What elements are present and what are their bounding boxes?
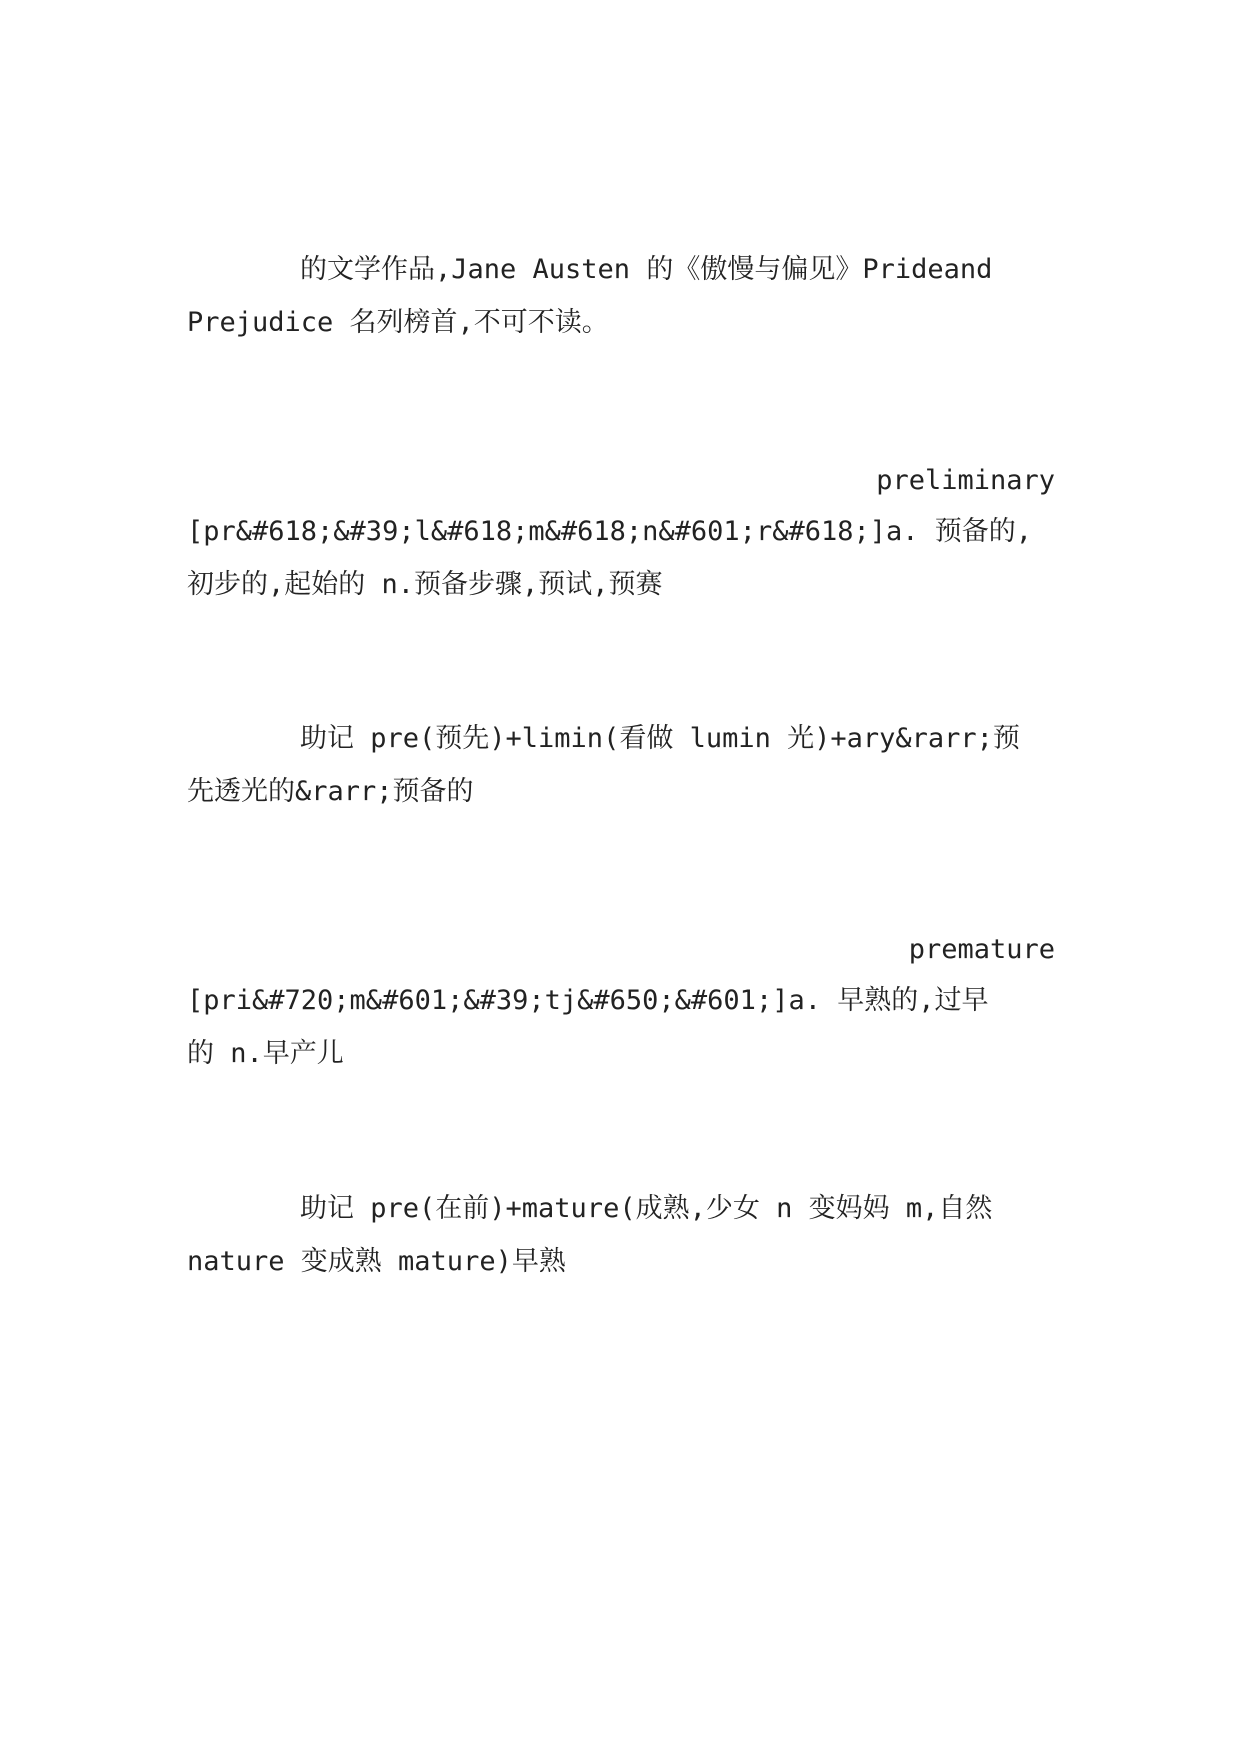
headword-preliminary: preliminary — [876, 465, 1055, 496]
paragraph-5-line-1: 助记 pre(在前)+mature(成熟,少女 n 变妈妈 m,自然 — [300, 1193, 993, 1224]
paragraph-1-line-2: Prejudice 名列榜首,不可不读。 — [187, 307, 609, 338]
headword-premature: premature — [908, 934, 1055, 965]
paragraph-2-line-3: 初步的,起始的 n.预备步骤,预试,预赛 — [187, 569, 663, 600]
paragraph-3-line-2: 先透光的&rarr;预备的 — [187, 776, 474, 807]
paragraph-2-line-2: [pr&#618;&#39;l&#618;m&#618;n&#601;r&#618;]a. 预备的, — [187, 516, 1033, 547]
paragraph-3-line-1: 助记 pre(预先)+limin(看做 lumin 光)+ary&rarr;预 — [300, 723, 1020, 754]
paragraph-1-line-1: 的文学作品,Jane Austen 的《傲慢与偏见》Prideand — [300, 254, 993, 285]
paragraph-4-line-2: [pri&#720;m&#601;&#39;tj&#650;&#601;]a. 早熟的,过早 — [187, 985, 989, 1016]
paragraph-5-line-2: nature 变成熟 mature)早熟 — [187, 1246, 566, 1277]
paragraph-4-line-3: 的 n.早产儿 — [187, 1038, 344, 1069]
